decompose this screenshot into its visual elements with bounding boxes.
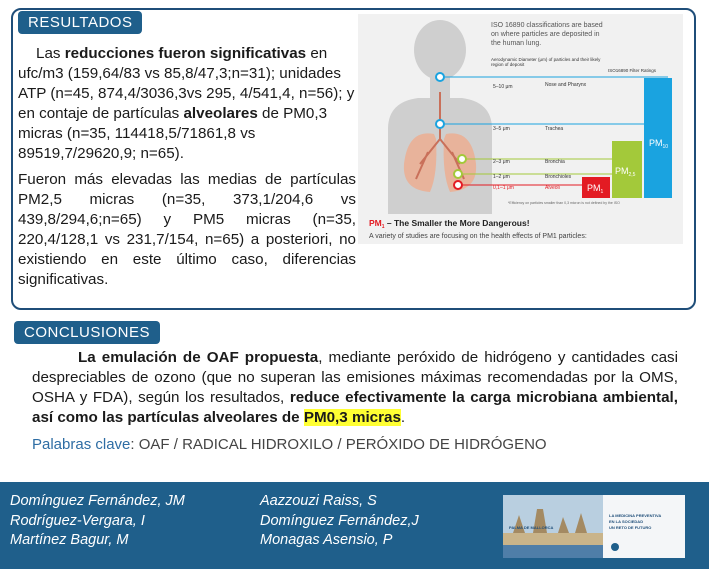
author-name: Monagas Asensio, P [260, 532, 393, 548]
trachea-marker-icon [436, 120, 444, 128]
row-range-5: 0,1–1 μm [493, 185, 514, 191]
keywords-text: : OAF / RADICAL HIDROXILO / PERÓXIDO DE HIDRÓGENO [130, 436, 547, 453]
poster-line-3: UN RETO DE FUTURO [609, 525, 652, 530]
bronchia-marker-icon [458, 155, 466, 163]
row-region-2: Trachea [545, 126, 564, 132]
results-p1-mid: en ufc/m3 (159,64/83 vs 85,8/47,3;n=31); unidades ATP (n=45, 874,4/3036,3vs 295, 4/541,4, n=56); y en contaje de partículas [18, 45, 355, 122]
author-name: Aazzouzi Raiss, S [260, 493, 377, 509]
conclusions-heading: CONCLUSIONES [14, 321, 160, 344]
conclusions-text [32, 348, 678, 428]
conclusions-bold1: La emulación de OAF propuesta [78, 349, 319, 366]
row-range-3: 2–3 μm [493, 159, 510, 165]
row-region-3: Bronchia [545, 159, 565, 165]
figure-footnote: *Efficiency on particles smaller than 0,3 micron is not defined by the ISO [508, 201, 620, 205]
congress-poster-graphic [503, 495, 685, 558]
poster-line-1: LA MEDICINA PREVENTIVA [609, 513, 662, 518]
author-name: Domínguez Fernández,J [260, 512, 419, 529]
row-region-1: Nose and Pharynx [545, 82, 587, 88]
row-region-5: Alveoli [545, 185, 560, 191]
poster-line-2: EN LA SOCIEDAD [609, 519, 644, 524]
poster-left-label: PALMA DE MALLORCA [509, 525, 554, 530]
figure-caption-title: $PM_1$ – The Smaller the More Dangerous! [369, 218, 530, 230]
authors-column-2 [260, 492, 419, 551]
conclusions-highlight: PM0,3 micras [303, 409, 401, 426]
society-logo-icon [611, 543, 619, 551]
pm-figure-graphic [358, 14, 683, 244]
results-heading: RESULTADOS [18, 11, 142, 34]
figure-header-line1: ISO 16890 classifications are based [491, 22, 603, 29]
results-p1-pre: Las [36, 45, 65, 62]
row-region-4: Bronchioles [545, 174, 572, 180]
author-name: Rodríguez-Vergara, I [10, 512, 145, 529]
conclusions-end: . [400, 409, 406, 426]
row-range-2: 3–5 μm [493, 126, 510, 132]
results-p1-bold1: reducciones fueron significativas [64, 45, 307, 62]
figure-header-line2: on where particles are deposited in [491, 31, 600, 38]
nose-marker-icon [436, 73, 444, 81]
keywords [32, 436, 547, 453]
pm10-label: $PM_{10}$ [649, 138, 669, 150]
alveoli-marker-icon [454, 181, 462, 189]
results-paragraph-2: Fueron más elevadas las medias de partículas PM2,5 micras (n=35, 373,1/204,6 vs 439,8/294,6;n=65) y PM5 micras (n=35, 220,4/128,1 vs 231,7/154, n=65) a posteriori, no existiendo en este último caso, diferencias significativas. [18, 171, 356, 288]
results-text [18, 44, 356, 296]
pm1-label: $PM_1$ [587, 183, 604, 195]
congress-poster-image [503, 495, 685, 558]
results-p1-post: de PM0,3 micras (n=35, 114418,5/71861,8 vs 89519,7/29620,9; n=65). [18, 105, 328, 162]
author-name: Domínguez Fernández, JM [10, 493, 185, 509]
authors-footer [0, 482, 709, 569]
authors-column-1 [10, 492, 185, 551]
figure-col-diameter: Aerodynamic Diameter (μm) of particles and their likely region of deposit [491, 57, 601, 67]
keywords-label: Palabras clave [32, 436, 131, 453]
conclusions-text1: , mediante peróxido de hidrógeno y cantidades casi despreciables de ozono (que no superan las emisiones máximas recomendadas por la OMS, OSHA y FDA), según los resultados, [32, 349, 678, 406]
figure-caption-sub: A variety of studies are focusing on the health effects of PM1 particles: [369, 233, 587, 240]
conclusions-bold2: reduce efectivamente la carga microbiana ambiental, así como las partículas alveolares de [32, 389, 678, 426]
bronchioles-marker-icon [454, 170, 462, 178]
results-p1-bold2: alveolares [183, 105, 258, 122]
results-paragraph-1 [18, 44, 356, 164]
row-range-4: 1–2 μm [493, 174, 510, 180]
pm25-label: $PM_{2,5}$ [615, 166, 636, 178]
figure-header-line3: the human lung. [491, 40, 542, 47]
pm-classification-figure [358, 14, 683, 244]
figure-col-ratings: ISO16890 Filter Ratings [608, 68, 657, 73]
row-range-1: 5–10 μm [493, 84, 513, 90]
author-name: Martínez Bagur, M [10, 532, 129, 548]
